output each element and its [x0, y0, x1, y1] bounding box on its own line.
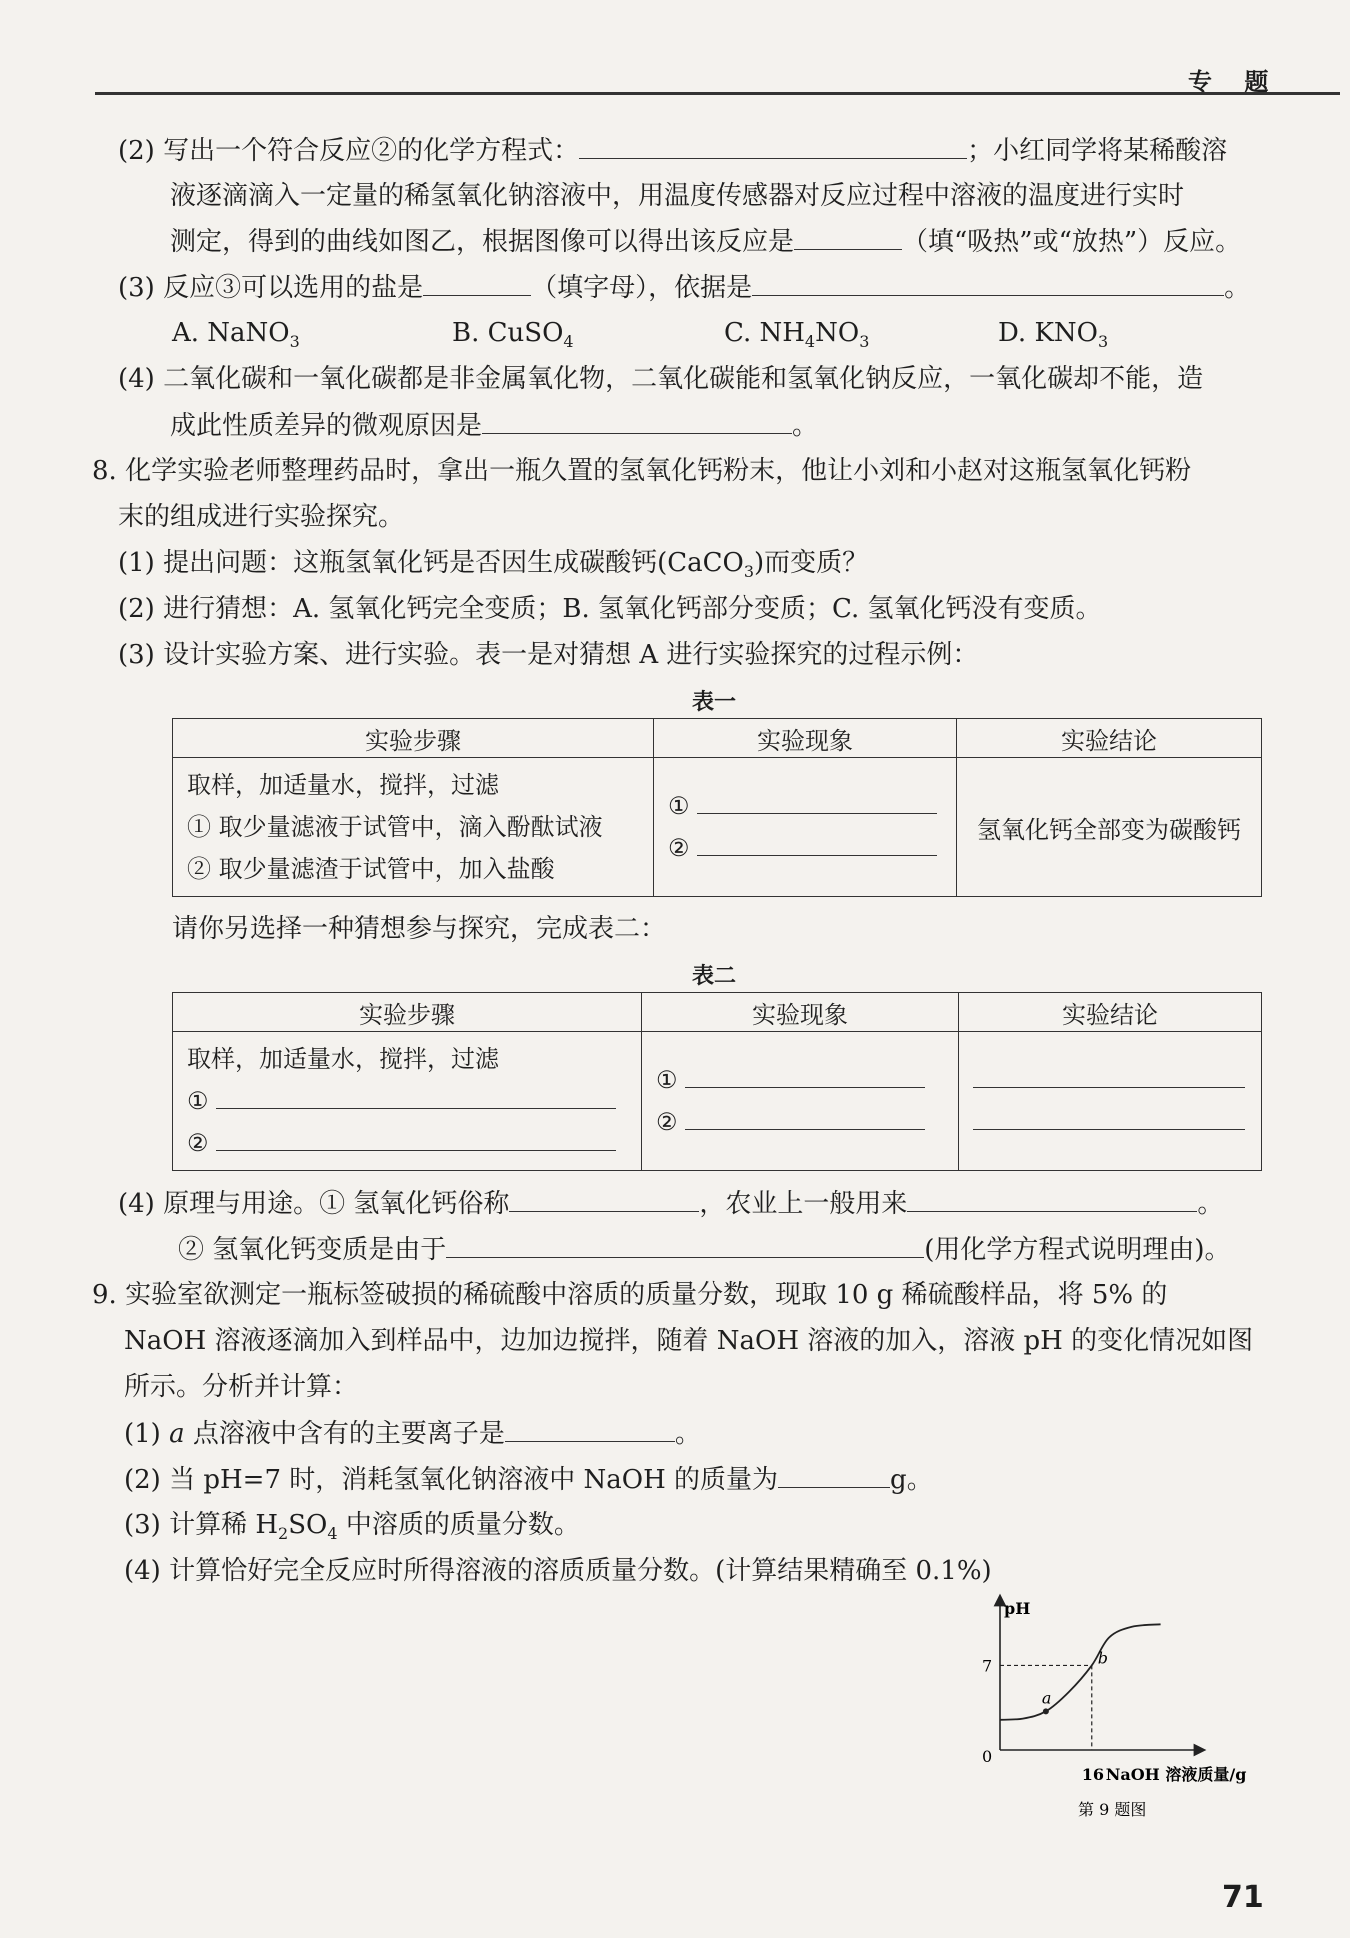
q8-agri-use-blank[interactable] [907, 1185, 1197, 1212]
q7-part2-text-b: ；小红同学将某稀酸溶 [967, 136, 1228, 166]
q7-part3-text-a: (3) 反应③可以选用的盐是 [118, 273, 424, 303]
point-a-label: a [1041, 1688, 1052, 1708]
q8-prompt: 请你另选择一种猜想参与探究，完成表二： [172, 914, 667, 944]
table2 [172, 992, 1262, 1171]
table2-header-phenomenon: 实验现象 [642, 993, 959, 1032]
option-c-sub2: 3 [859, 332, 870, 352]
q9-part2 [124, 1461, 933, 1498]
table1-header-steps: 实验步骤 [173, 719, 654, 758]
marker-2: ② [187, 1129, 209, 1157]
q9-part3-sub1: 2 [278, 1524, 289, 1544]
q9-part3-c: 中溶质的质量分数。 [337, 1510, 580, 1540]
table2-steps-cell [173, 1032, 642, 1171]
q7-part2-text-d2: （填“吸热”或“放热”）反应。 [902, 227, 1242, 257]
option-a-sub: 3 [289, 332, 300, 352]
x-tick-label: 16 [1081, 1765, 1105, 1784]
q9-part3-b: SO [288, 1510, 328, 1540]
q7-part4-text-c: 。 [792, 411, 819, 441]
q8-step4-line1 [118, 1185, 1223, 1222]
q7-option-d [998, 315, 1108, 360]
q8-stem-line2: 末的组成进行实验探究。 [118, 502, 405, 532]
point-b-label: b [1097, 1648, 1109, 1668]
option-d-text: D. KNO [998, 318, 1098, 348]
q7-heat-blank[interactable] [794, 223, 902, 250]
q9-part1-text-c: 。 [674, 1419, 701, 1449]
marker-1: ① [656, 1066, 678, 1094]
q9-part2-text-b: g。 [890, 1465, 933, 1495]
q8-step4-text-b: ，农业上一般用来 [699, 1189, 908, 1219]
q9-part3-sub2: 4 [327, 1524, 338, 1544]
marker-1: ① [668, 792, 690, 820]
table2-conclusion-blank-2[interactable] [973, 1103, 1245, 1130]
q8-equation-blank[interactable] [446, 1231, 924, 1258]
q9-part3 [124, 1507, 580, 1552]
q9-part4: (4) 计算恰好完全反应时所得溶液的溶质质量分数。(计算结果精确至 0.1%) [124, 1556, 992, 1586]
q8-step4-text-a: (4) 原理与用途。① 氢氧化钙俗称 [118, 1189, 510, 1219]
option-b-sub: 4 [563, 332, 574, 352]
ph-curve-chart [960, 1590, 1280, 1830]
q7-part2-text-a: (2) 写出一个符合反应②的化学方程式： [118, 136, 580, 166]
q7-part4-text-b: 成此性质差异的微观原因是 [170, 411, 483, 441]
marker-2: ② [656, 1108, 678, 1136]
q7-equation-blank[interactable] [579, 132, 967, 159]
q7-option-c [724, 315, 869, 360]
q7-part3-line [118, 269, 1250, 306]
section-header: 专 题 [1188, 68, 1281, 96]
q9-stem-line2: NaOH 溶液逐滴加入到样品中，边加边搅拌，随着 NaOH 溶液的加入，溶液 pH 的变化情况如图 [124, 1326, 1254, 1356]
table2-phenomenon-blank-1[interactable] [685, 1061, 925, 1088]
q9-part1-text-a: (1) [124, 1419, 170, 1449]
table2-header-steps: 实验步骤 [173, 993, 642, 1032]
q7-part2-line3 [170, 223, 1241, 260]
option-a-text: A. NaNO [172, 318, 290, 348]
q9-stem-line1: 9. 实验室欲测定一瓶标签破损的稀硫酸中溶质的质量分数，现取 10 g 稀硫酸样品，将 5% 的 [92, 1280, 1168, 1310]
q9-naoh-mass-blank[interactable] [778, 1461, 890, 1488]
q8-step1-a: (1) 提出问题：这瓶氢氧化钙是否因生成碳酸钙(CaCO [118, 548, 744, 578]
q7-option-a [172, 315, 300, 360]
q8-step4-text-c: 。 [1197, 1189, 1224, 1219]
q7-part3-text-b: （填字母），依据是 [531, 273, 753, 303]
header-rule [95, 92, 1340, 95]
q7-part2-line2: 液逐滴滴入一定量的稀氢氧化钠溶液中，用温度传感器对反应过程中溶液的温度进行实时 [170, 181, 1185, 211]
table1-steps-cell [173, 758, 654, 897]
x-axis-label: NaOH 溶液质量/g [1105, 1765, 1247, 1784]
table1-step-line: 取样，加适量水，搅拌，过滤 [187, 771, 499, 799]
q8-stem-line1: 8. 化学实验老师整理药品时，拿出一瓶久置的氢氧化钙粉末，他让小刘和小赵对这瓶氢氧化钙粉 [92, 456, 1192, 486]
q9-stem-line3: 所示。分析并计算： [124, 1372, 359, 1402]
q8-step2: (2) 进行猜想：A. 氢氧化钙完全变质；B. 氢氧化钙部分变质；C. 氢氧化钙没有变质。 [118, 594, 1102, 624]
table2-conclusion-blank-1[interactable] [973, 1061, 1245, 1088]
table2-conclusion-cell [959, 1032, 1262, 1171]
option-c-sub1: 4 [804, 332, 816, 352]
table1-step-line: ① 取少量滤液于试管中，滴入酚酞试液 [187, 813, 603, 841]
q8-step4-line2 [178, 1231, 1231, 1268]
table2-phenomenon-cell [642, 1032, 959, 1171]
q7-option-b [452, 315, 574, 360]
table2-step-blank-2[interactable] [216, 1124, 616, 1151]
q9-part1-var: a [169, 1419, 185, 1449]
q8-common-name-blank[interactable] [509, 1185, 699, 1212]
option-b-text: B. CuSO [452, 318, 564, 348]
q7-salt-blank[interactable] [423, 269, 531, 296]
q8-step1-b: )而变质？ [754, 548, 869, 578]
option-d-sub: 3 [1097, 332, 1109, 352]
table1-phenomenon-blank-1[interactable] [697, 787, 937, 814]
q9-part1-text-b: 点溶液中含有的主要离子是 [184, 1419, 505, 1449]
q9-ions-blank[interactable] [505, 1415, 675, 1442]
table2-step-line: 取样，加适量水，搅拌，过滤 [187, 1045, 499, 1073]
marker-1: ① [187, 1087, 209, 1115]
table1-caption: 表一 [692, 690, 737, 715]
table1-phenomenon-blank-2[interactable] [697, 829, 937, 856]
q8-step4-text-e: (用化学方程式说明理由)。 [924, 1235, 1231, 1265]
q8-step3: (3) 设计实验方案、进行实验。表一是对猜想 A 进行实验探究的过程示例： [118, 640, 979, 670]
q9-part3-a: (3) 计算稀 H [124, 1510, 279, 1540]
q7-part4-line1: (4) 二氧化碳和一氧化碳都是非金属氧化物，二氧化碳能和氢氧化钠反应，一氧化碳却不能，造 [118, 364, 1204, 394]
q8-step1-sub: 3 [743, 562, 755, 582]
point-a [1043, 1708, 1049, 1714]
q7-part2-text-d1: 测定，得到的曲线如图乙，根据图像可以得出该反应是 [170, 227, 795, 257]
table1 [172, 718, 1262, 897]
table1-header-conclusion: 实验结论 [957, 719, 1262, 758]
figure-caption: 第 9 题图 [1078, 1800, 1147, 1819]
q8-step4-text-d: ② 氢氧化钙变质是由于 [178, 1235, 447, 1265]
origin-label: 0 [982, 1747, 993, 1766]
q9-part2-text-a: (2) 当 pH=7 时，消耗氢氧化钠溶液中 NaOH 的质量为 [124, 1465, 779, 1495]
option-c-text2: NO [815, 318, 860, 348]
y-axis-label: pH [1004, 1599, 1031, 1618]
q7-basis-blank[interactable] [752, 269, 1224, 296]
page-number: 71 [1222, 1880, 1264, 1915]
q7-part3-text-c: 。 [1224, 273, 1251, 303]
table2-caption: 表二 [692, 964, 737, 989]
marker-2: ② [668, 834, 690, 862]
table2-step-blank-1[interactable] [216, 1082, 616, 1109]
table2-phenomenon-blank-2[interactable] [685, 1103, 925, 1130]
table1-conclusion-cell: 氢氧化钙全部变为碳酸钙 [957, 758, 1262, 897]
table1-phenomenon-cell [654, 758, 957, 897]
table2-header-conclusion: 实验结论 [959, 993, 1262, 1032]
q9-part1 [124, 1415, 701, 1452]
table1-header-phenomenon: 实验现象 [654, 719, 957, 758]
ph-curve [1000, 1624, 1161, 1719]
q8-step1 [118, 545, 868, 590]
q7-micro-reason-blank[interactable] [482, 407, 792, 434]
q7-part2-line1 [118, 132, 1227, 169]
option-c-text1: C. NH [724, 318, 805, 348]
table1-step-line: ② 取少量滤渣于试管中，加入盐酸 [187, 855, 555, 883]
y-tick-label: 7 [982, 1656, 993, 1676]
q7-part4-line2 [170, 407, 818, 444]
